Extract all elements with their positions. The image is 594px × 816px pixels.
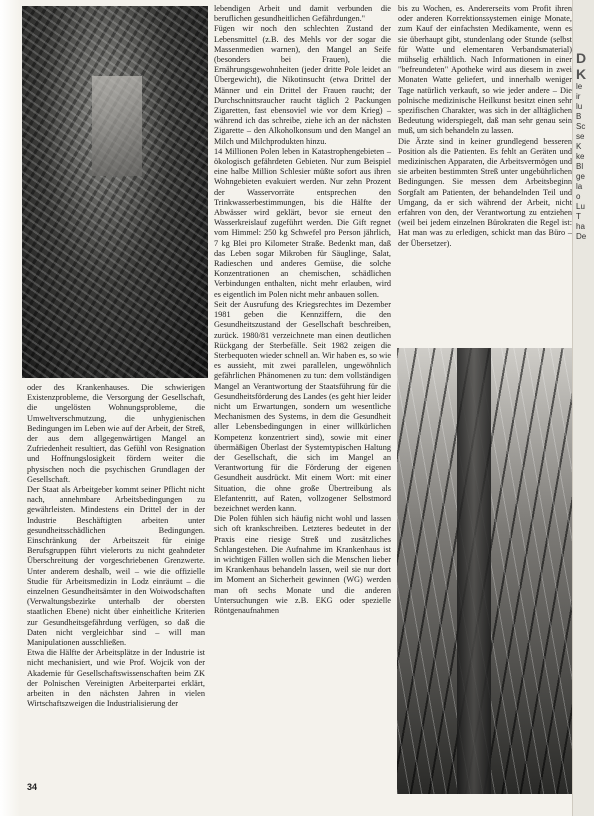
next-page-fragment: ge: [576, 172, 585, 181]
next-page-fragment: se: [576, 132, 585, 141]
article-column-3: bis zu Wochen, es. Andererseits vom Profit ihren oder anderen Korrektionssystemen einige Monate, zum Kauf der einfachsten Medikamente, wenn es sie überhaupt gibt, stundenlang oder Stunde (selbst für Watte und elementaren Verbandsmaterial) mühselig erhältlich. Nach Informationen in einer "befreundeten" Apotheke wird aus diesem in zwei Monaten Watte geliefert, und innerhalb weniger Tage natürlich verkauft, so wie jeder andere – Die polnische medizinische Heilkunst besitzt einen sehr spezifischen Charakter, was sich in der alltäglichen Bedeutung widerspiegelt, daß man sehr genau sein muß, um sich behandeln zu lassen. Die Ärzte sind in keiner grundlegend besseren Position als die Patienten. Es fehlt an Geräten und medizinischen Apparaten, die Arbeitsvermögen und sie arbeiten bestimmten Streß unter ungebührlichen Bedingungen. Sie messen dem Arbeitsbeginn Sorgfalt am Patienten, der behandelnden Teil und Umgang, da er sich während der Arbeit, nicht erfahren von den, der Verantwortung zu entziehen (weil bei jedem einzelnen Bürokraten die Regel ist: Hat man was zu erledigen, schickt man das Büro – der Übersetzer).: [398, 4, 572, 248]
next-page-fragment: Lu: [576, 202, 585, 211]
photo-smoke: [22, 6, 208, 378]
photo-trees: [397, 348, 575, 794]
next-page-fragment: la: [576, 182, 583, 191]
next-page-fragment: De: [576, 232, 587, 241]
next-page-fragment: Sc: [576, 122, 586, 131]
next-page-fragment: D: [576, 50, 587, 66]
photo-tree-trunk: [457, 348, 491, 794]
next-page-fragment: K: [576, 66, 587, 82]
next-page-fragment: ir: [576, 92, 581, 101]
next-page-fragment: Bl: [576, 162, 584, 171]
next-page-fragment: ke: [576, 152, 585, 161]
next-page-fragment: T: [576, 212, 581, 221]
next-page-fragment: o: [576, 192, 581, 201]
next-page-fragment: B: [576, 112, 582, 121]
photo-structure: [92, 76, 142, 176]
page-margin: [0, 0, 20, 816]
next-page-text-strip: [576, 50, 592, 242]
next-page-fragment: le: [576, 82, 583, 91]
next-page-fragment: K: [576, 142, 582, 151]
next-page-fragment: lu: [576, 102, 583, 111]
next-page-fragment: ha: [576, 222, 585, 231]
page-number: 34: [27, 782, 38, 792]
article-column-2: lebendigen Arbeit und damit verbunden die beruflichen gesundheitlichen Gefährdungen." Fügen wir noch den schlechten Zustand der Lebensmittel (z.B. des Mehls vor der sogar die Massenmedien warnen), den Mangel an Seife (besonders bei Frauen), die Ernährungsgewohnheiten (jeder dritte Pole leidet an Übergewicht), die Nikotinsucht (etwa Drittel der Männer und ein Drittel der Frauen raucht; der Durchschnittsraucher raucht täglich 2 Packungen Zigaretten, fast ebensoviel wie vor dem Krieg) – während ich das schreibe, ziehe ich an der nächsten Zigarette – den Alkoholkonsum und den Mangel an Milch und Milchprodukten hinzu. 14 Millionen Polen leben in Katastrophengebieten – ökologisch gefährdeten Gebieten. Nur zum Beispiel eine halbe Million Schlesier müßte sofort aus ihren Wohngebieten evakuiert werden. Nur zehn Prozent der Wasservorräte entsprechen den Trinkwasserbestimmungen, bis die Hälfte der Abwässer wird geklärt, bevor sie erneut den Wasserkreislauf zugeführt werden. Die Gift regnet vom Himmel: 250 kg Schwefel pro Person jährlich, 7 kg Blei pro Kilometer Straße. Bedenkt man, daß das Leben sogar Mikroben für Säuglinge, Salat, Radieschen und anderes Gemüse, die solche Konzentrationen an chemischen, schädlichen Verbindungen enthalten, nicht mehr erlauben, wird es eigentlich im Polen nicht mehr anbauen sollen. Seit der Ausrufung des Kriegsrechtes im Dezember 1981 geben die Kennziffern, die den Gesundheitszustand der Gesellschaft beschreiben, zurück. 1980/81 verzeichnete man einen deutlichen Rückgang der Sterbefälle. Seit 1982 zeigen die Sterbequoten wieder schnell an. Wir haben es, so wie es aussieht, mit zwei parallelen, ungewöhnlich gefährlichen Phänomenen zu tun: dem vollständigen Mangel an Verantwortung der Staatsführung für die Gesundheitsförderung des Landes (es geht hier leider nicht um Erwartungen, sondern um wesentliche Mechanismen des Systems, in dem die Gesundheit aller Lebensbedingungen in einer willkürlichen Kompetenz konzentriert sind), sowie mit einer übermäßigen Überlast der Systemtypischen Haltung der Gesellschaft, die sich im Mangel an Verantwortung für die Förderung der eigenen Gesundheit ausdrückt. Mit einem Wort: mit einer Situation, die ohne große Übertreibung als Elefantenritt, auf Raten, vollzogener Selbstmord bezeichnet werden kann. Die Polen fühlen sich häufig nicht wohl und lassen sich oft krankschreiben. Letzteres bedeutet in der Praxis eine riesige Streß und zusätzliches Schlangestehen. Die Aufnahme im Krankenhaus ist in wichtigen Fällen wollen sich die Menschen lieber im Krankenhaus behandeln lassen, weil sie nur dort im Moment an Sicherheit gewinnen (WG) werden man oft sechs Monate und die anderen Untersuchungen wie z.B. EKG oder spezielle Röntgenaufnahmen: [214, 4, 391, 615]
article-column-1: oder des Krankenhauses. Die schwierigen Existenzprobleme, die Versorgung der Gesellschaft, die ungelösten Wohnungsprobleme, die Umweltverschmutzung, die unhygienischen Bedingungen im Leben wie auf der Arbeit, der Streß, der aus dem allgegenwärtigen Mangel an Zufriedenheit resultiert, das Gefühl von Resignation und Hoffnungslosigkeit fördern weiter die physischen noch die psychischen Grundlagen der Gesellschaft. Der Staat als Arbeitgeber kommt seiner Pflicht nicht nach, annehmbare Arbeitsbedingungen zu gewährleisten. Mindestens ein Drittel der in der Industrie Beschäftigten arbeiten unter gesundheitsschädlichen Bedingungen. Einschränkung der Arbeitszeit für einige Berufsgruppen führt vielerorts zu nicht geahndeter Überschreitung der vorgeschriebenen Grenzwerte. Unter anderem deshalb, weil – wie die offizielle Studie für Arbeitsmedizin in Lodz einräumt – die einzelnen Gesundheitsämter in den Woiwodschaften (Verwaltungsbezirke unterhalb der obersten staatlichen Ebene) nicht über einheitliche Kriterien zur Gesundheitsgefährdung verfügen, so daß die Daten nicht vergleichbar sind – will man Manipulationen ausschließen. Etwa die Hälfte der Arbeitsplätze in der Industrie ist nicht mechanisiert, und wie Prof. Wojcik von der Akademie für Gesellschaftswissenschaften beim ZK der Polnischen Vereinigten Arbeiterpartei erklärt, arbeiten in den nächsten Jahren in vielen Wirtschaftszweigen die Industrialisierung der: [27, 383, 205, 709]
